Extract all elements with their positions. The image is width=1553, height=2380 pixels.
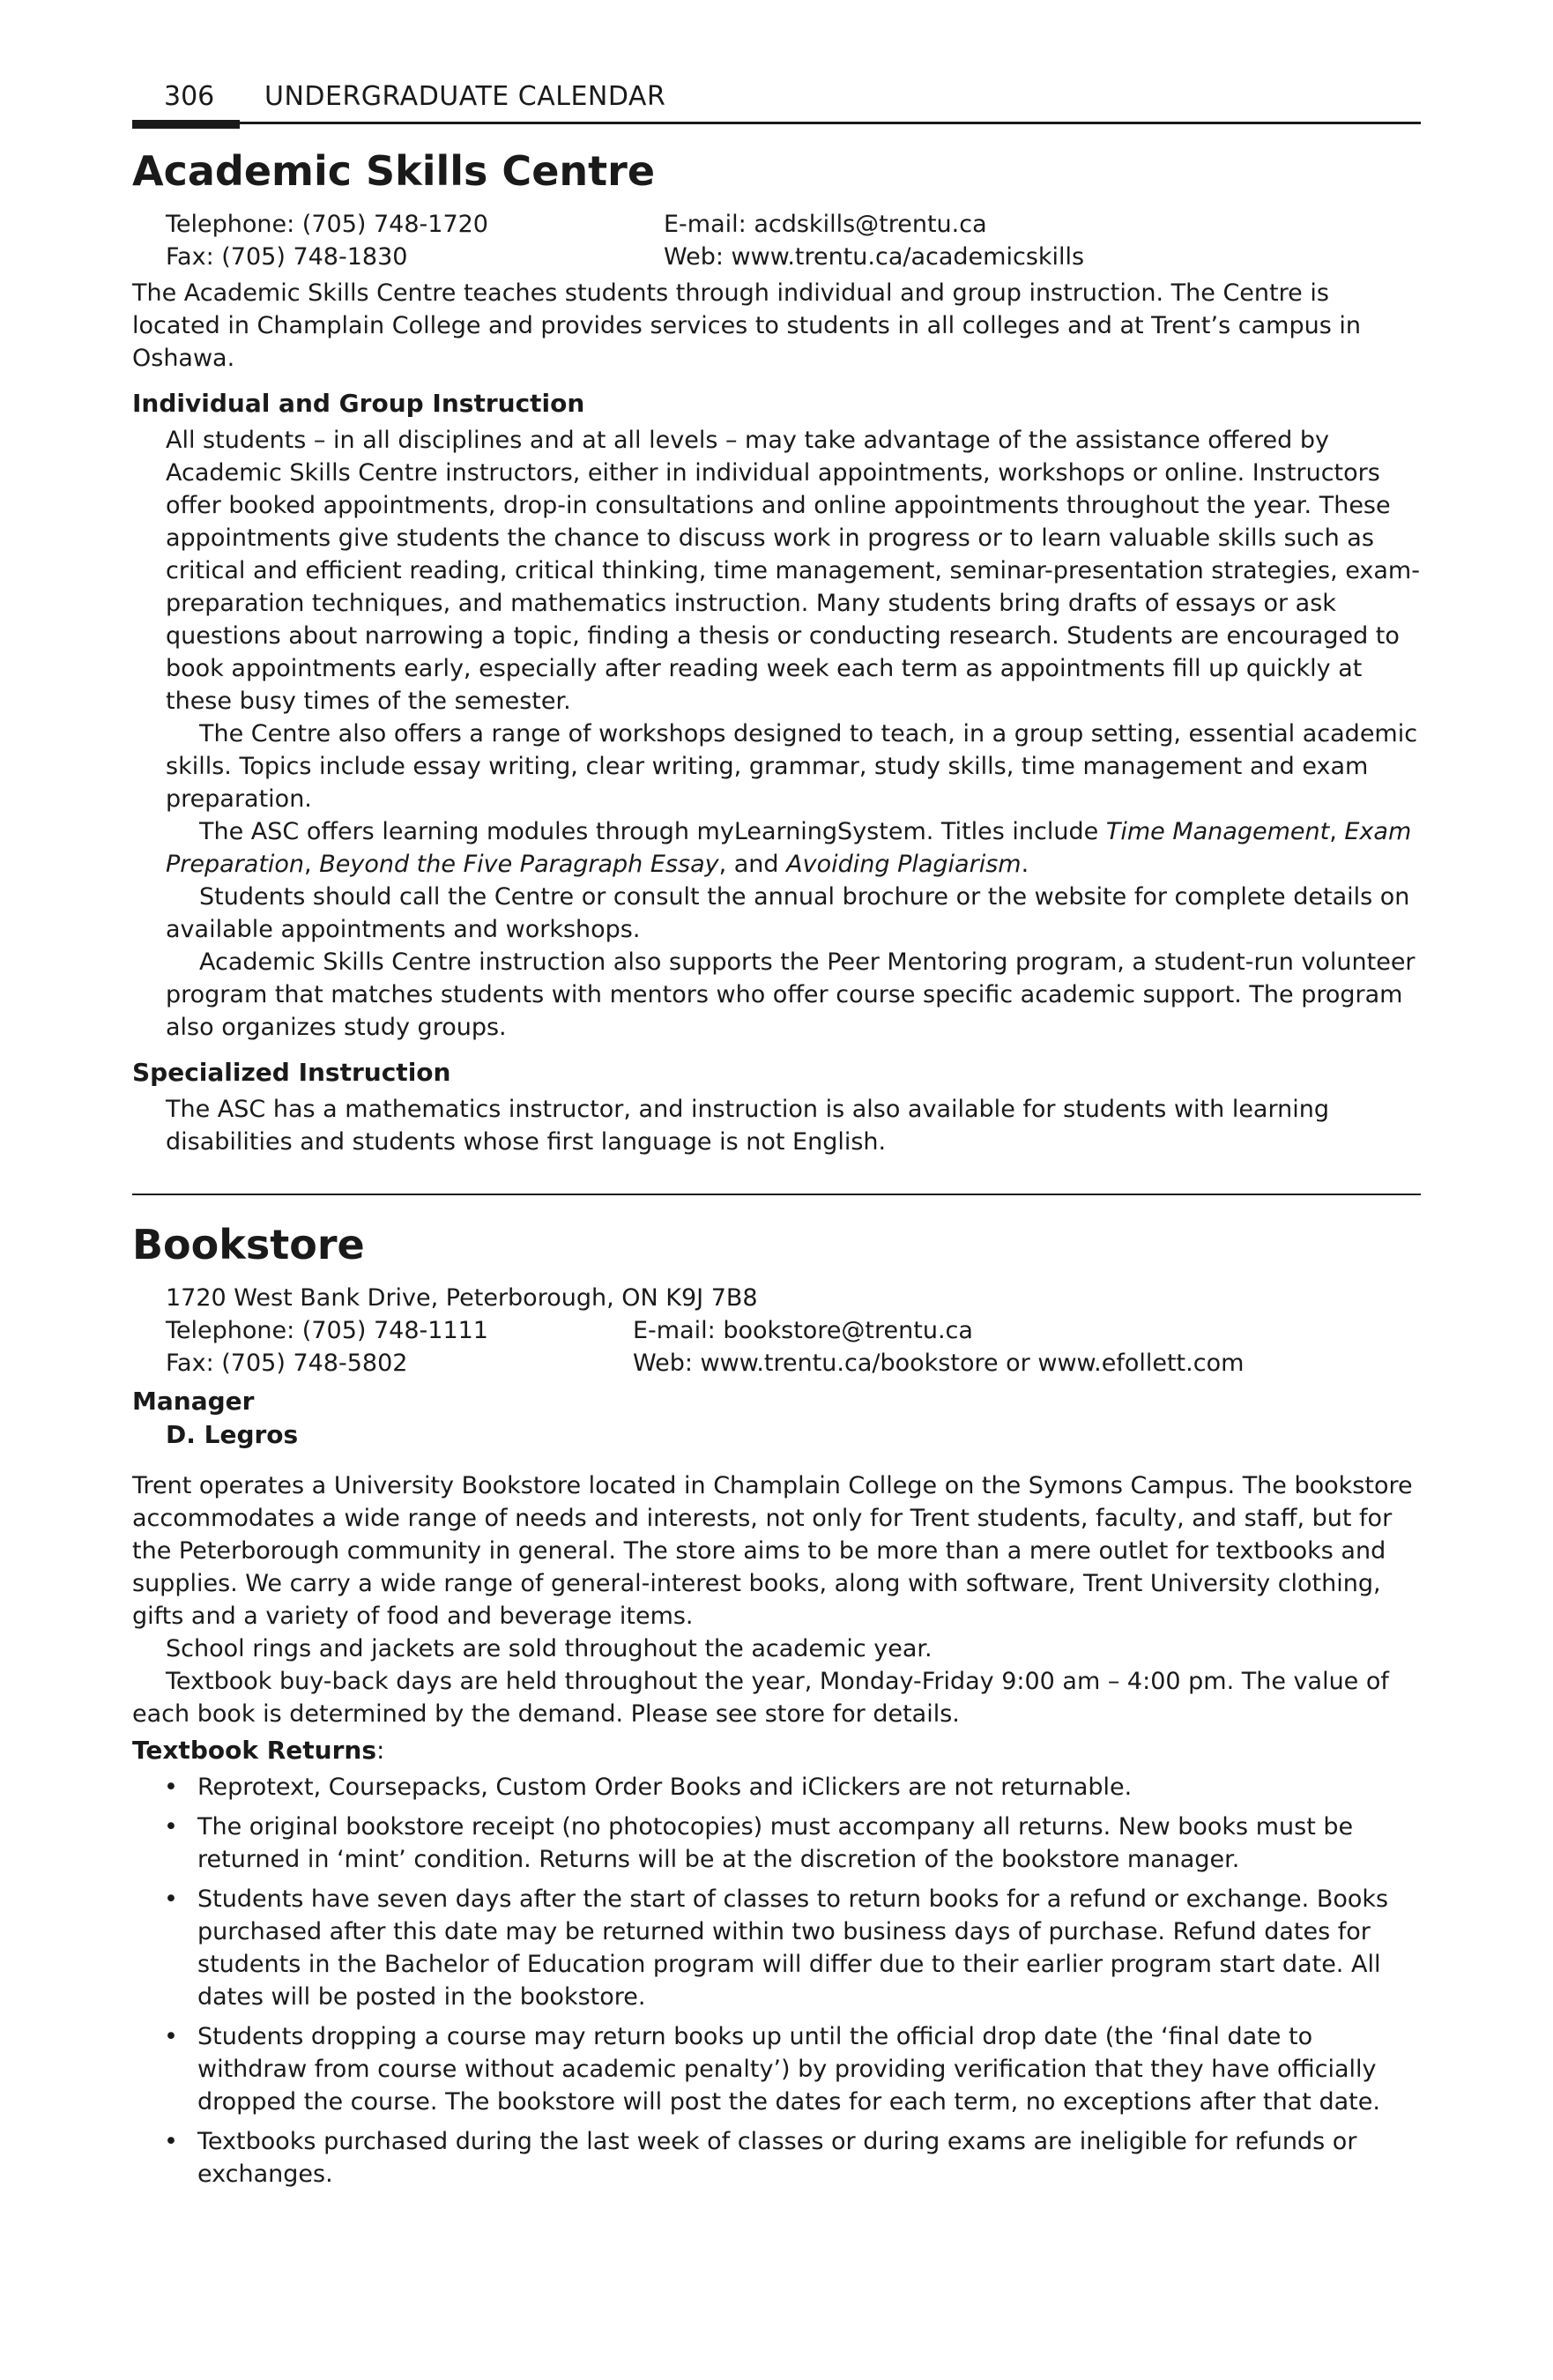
returns-heading: Textbook Returns [132,1736,376,1765]
bullet-icon: • [164,2023,178,2050]
returns-label [132,1734,1421,1767]
list-item-text: Students have seven days after the start of classes to return books for a refund or exchange. Books purchased after this date may be returned within two business days of purchase. Refund dates for students in the Bachelor of Education program will differ due to their earlier program start date. All dates will be posted in the bookstore. [197,1885,1389,2011]
bookstore-buyback: Textbook buy-back days are held throughout the year, Monday-Friday 9:00 am – 4:00 pm. The value of each book is determined by the demand. Please see store for details. [132,1668,1389,1728]
asc-contact [166,208,1421,273]
bullet-icon: • [164,1813,178,1841]
individual-p1: All students – in all disciplines and at all levels – may take advantage of the assistance offered by Academic Skills Centre instructors, either in individual appointments, workshops or online. Instructors offer booked appointments, drop-in consultations and online appointments throughout the year. These appointments give students the chance to discuss work in progress or to learn valuable skills such as critical and efficient reading, critical thinking, time management, seminar-presentation strategies, exam-preparation techniques, and mathematics instruction. Many students bring drafts of essays or ask questions about narrowing a topic, finding a thesis or conducting research. Students are encouraged to book appointments early, especially after reading week each term as appointments fill up quickly at these busy times of the semester. [166,427,1420,715]
list-item-text: Reprotext, Coursepacks, Custom Order Books and iClickers are not returnable. [197,1774,1133,1801]
bookstore-fax: Fax: (705) 748-5802 [166,1350,408,1377]
returns-colon: : [375,1736,385,1765]
specialized-heading: Specialized Instruction [132,1058,451,1087]
list-item [132,1883,1421,2013]
bookstore-intro: Trent operates a University Bookstore located in Champlain College on the Symons Campus. The bookstore accommodates a wide range of needs and interests, not only for Trent students, faculty, and staff, but for the Peterborough community in general. The store aims to be more than a mere outlet for textbooks and supplies. We carry a wide range of general-interest books, along with software, Trent University clothing, gifts and a variety of food and beverage items. [132,1472,1413,1630]
bullet-icon: • [164,1774,178,1801]
running-title: UNDERGRADUATE CALENDAR [264,81,666,112]
bookstore-title: Bookstore [132,1221,365,1268]
asc-email: E-mail: acdskills@trentu.ca [664,211,987,238]
running-header [132,79,1421,125]
individual-p5: Academic Skills Centre instruction also supports the Peer Mentoring program, a student-run volunteer program that matches students with mentors who offer course specific academic support. The program also organizes study groups. [166,948,1416,1041]
module-title: Exam Preparation [166,818,1412,878]
calendar-page [132,79,1421,2198]
bookstore-address: 1720 West Bank Drive, Peterborough, ON K9J 7B8 [166,1284,758,1312]
bookstore-email: E-mail: bookstore@trentu.ca [633,1317,973,1344]
module-title: Beyond the Five Paragraph Essay [319,851,719,878]
list-item-text: The original bookstore receipt (no photocopies) must accompany all returns. New books must be returned in ‘mint’ condition. Returns will be at the discretion of the bookstore manager. [197,1813,1354,1873]
asc-fax: Fax: (705) 748-1830 [166,243,408,271]
asc-telephone: Telephone: (705) 748-1720 [166,211,488,238]
bookstore-rings: School rings and jackets are sold throughout the academic year. [166,1635,933,1662]
list-item-text: Students dropping a course may return books up until the official drop date (the ‘final date to withdraw from course without academic penalty’) by providing verification that they have officially dropped the course. The bookstore will post the dates for each term, no exceptions after that date. [197,2023,1380,2116]
manager-label: Manager [132,1387,255,1416]
list-item [132,1771,1421,1804]
asc-section [132,146,1421,1158]
individual-p2: The Centre also offers a range of workshops designed to teach, in a group setting, essential academic skills. Topics include essay writing, clear writing, grammar, study skills, time management and exam preparation. [166,720,1418,813]
separator: , and [718,851,787,878]
header-tab [132,120,240,129]
modules-lead: The ASC offers learning modules through myLearningSystem. Titles include [199,818,1106,845]
bullet-icon: • [164,2128,178,2155]
asc-web: Web: www.trentu.ca/academicskills [664,243,1085,271]
separator: , [304,851,320,878]
bookstore-contact [166,1282,1421,1380]
manager-name: D. Legros [166,1420,299,1449]
bullet-icon: • [164,1885,178,1913]
specialized-body [166,1093,1421,1158]
individual-p3 [166,815,1421,881]
header-rule [132,122,1421,124]
asc-title: Academic Skills Centre [132,147,656,195]
individual-p4: Students should call the Centre or consult the annual brochure or the website for complete details on available appointments and workshops. [166,883,1410,943]
list-item-text: Textbooks purchased during the last week of classes or during exams are ineligible for refunds or exchanges. [197,2128,1357,2188]
period: . [1021,851,1029,878]
individual-body [166,424,1421,1044]
list-item [132,2020,1421,2118]
module-title: Time Management [1105,818,1330,845]
bookstore-telephone: Telephone: (705) 748-1111 [166,1317,488,1344]
list-item [132,2125,1421,2190]
page-number: 306 [164,81,215,112]
separator: , [1329,818,1345,845]
individual-heading: Individual and Group Instruction [132,389,585,418]
bookstore-section [132,1220,1421,2190]
bookstore-web: Web: www.trentu.ca/bookstore or www.efollett.com [633,1350,1245,1377]
specialized-p: The ASC has a mathematics instructor, and instruction is also available for students with learning disabilities and students whose first language is not English. [166,1096,1329,1156]
returns-list [132,1771,1421,2190]
asc-intro: The Academic Skills Centre teaches students through individual and group instruction. The Centre is located in Champlain College and provides services to students in all colleges and at Trent’s campus in Oshawa. [132,279,1361,372]
module-title: Avoiding Plagiarism [786,851,1022,878]
list-item [132,1811,1421,1876]
section-divider [132,1194,1421,1195]
